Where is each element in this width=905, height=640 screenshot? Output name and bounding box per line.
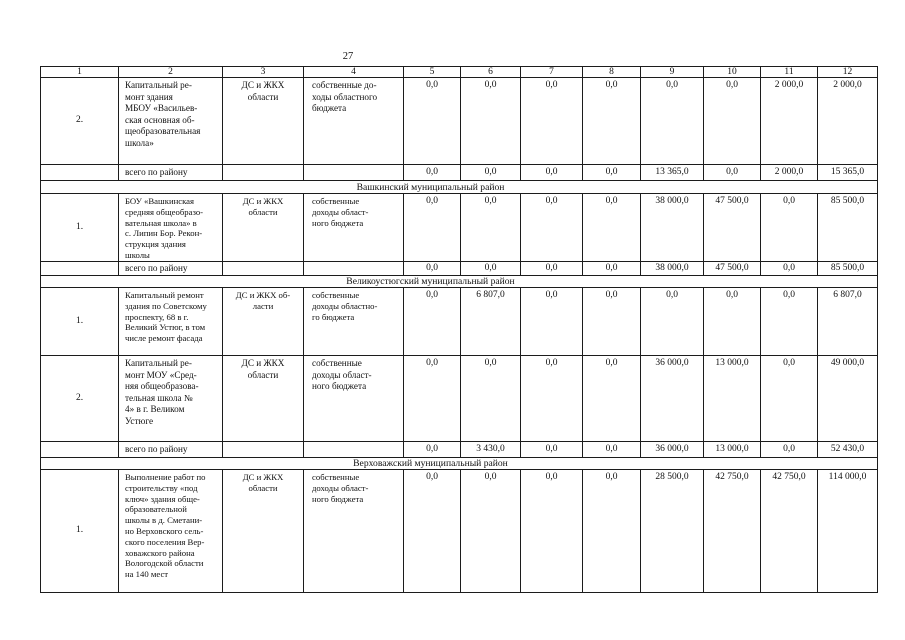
value-col-10: 13 000,0	[704, 356, 761, 442]
total-col-6: 0,0	[461, 262, 521, 276]
district-total-row	[41, 442, 878, 458]
column-number-5: 5	[404, 67, 461, 78]
object-name: Выполнение работ по строительству «под ключ» здания обще- образовательной школы в д. Сметани- но Верховского сель- ского поселения Вер- ховажского района Вологодской области на 140 мест	[119, 470, 223, 593]
value-col-6: 0,0	[461, 78, 521, 165]
executor: ДС и ЖКХ области	[223, 194, 304, 262]
total-col-9: 13 365,0	[641, 165, 704, 181]
object-row	[41, 78, 878, 165]
district-title: Вашкинский муниципальный район	[41, 181, 878, 194]
total-col-7: 0,0	[521, 442, 583, 458]
value-col-11: 0,0	[761, 356, 818, 442]
funding-source: собственные доходы област- ного бюджета	[304, 470, 404, 593]
column-number-12: 12	[818, 67, 878, 78]
value-col-6: 0,0	[461, 356, 521, 442]
value-col-8: 0,0	[583, 194, 641, 262]
row-number: 2.	[41, 356, 119, 442]
value-col-5: 0,0	[404, 470, 461, 593]
object-name: Капитальный ре- монт здания МБОУ «Васильев- ская основная об- щеобразовательная школа»	[119, 78, 223, 165]
total-col-5: 0,0	[404, 165, 461, 181]
value-col-12: 85 500,0	[818, 194, 878, 262]
district-header-row	[41, 458, 878, 470]
empty-cell	[223, 165, 304, 181]
value-col-6: 0,0	[461, 194, 521, 262]
district-title: Великоустюгский муниципальный район	[41, 276, 878, 288]
executor: ДС и ЖКХ области	[223, 78, 304, 165]
object-name: Капитальный ре- монт МОУ «Сред- няя общеобразова- тельная школа № 4» в г. Великом Устюге	[119, 356, 223, 442]
table-body	[41, 67, 878, 593]
value-col-11: 2 000,0	[761, 78, 818, 165]
value-col-12: 49 000,0	[818, 356, 878, 442]
total-col-10: 0,0	[704, 165, 761, 181]
value-col-9: 0,0	[641, 288, 704, 356]
empty-cell	[304, 165, 404, 181]
value-col-7: 0,0	[521, 470, 583, 593]
column-number-9: 9	[641, 67, 704, 78]
empty-cell	[41, 165, 119, 181]
total-col-10: 13 000,0	[704, 442, 761, 458]
value-col-8: 0,0	[583, 78, 641, 165]
object-row	[41, 288, 878, 356]
funding-source: собственные доходы областно- го бюджета	[304, 288, 404, 356]
value-col-5: 0,0	[404, 78, 461, 165]
empty-cell	[41, 442, 119, 458]
empty-cell	[223, 442, 304, 458]
executor: ДС и ЖКХ области	[223, 356, 304, 442]
value-col-7: 0,0	[521, 78, 583, 165]
total-col-10: 47 500,0	[704, 262, 761, 276]
total-label: всего по району	[119, 262, 223, 276]
row-number: 2.	[41, 78, 119, 165]
value-col-9: 38 000,0	[641, 194, 704, 262]
total-col-5: 0,0	[404, 442, 461, 458]
value-col-9: 36 000,0	[641, 356, 704, 442]
district-total-row	[41, 262, 878, 276]
value-col-6: 0,0	[461, 470, 521, 593]
column-number-6: 6	[461, 67, 521, 78]
total-col-9: 36 000,0	[641, 442, 704, 458]
value-col-11: 0,0	[761, 288, 818, 356]
value-col-5: 0,0	[404, 194, 461, 262]
district-header-row	[41, 276, 878, 288]
value-col-6: 6 807,0	[461, 288, 521, 356]
total-col-9: 38 000,0	[641, 262, 704, 276]
value-col-8: 0,0	[583, 288, 641, 356]
total-col-8: 0,0	[583, 442, 641, 458]
value-col-11: 0,0	[761, 194, 818, 262]
executor: ДС и ЖКХ об- ласти	[223, 288, 304, 356]
total-col-7: 0,0	[521, 165, 583, 181]
column-number-7: 7	[521, 67, 583, 78]
funding-source: собственные доходы област- ного бюджета	[304, 356, 404, 442]
value-col-12: 114 000,0	[818, 470, 878, 593]
budget-table	[40, 66, 878, 593]
value-col-10: 0,0	[704, 288, 761, 356]
empty-cell	[223, 262, 304, 276]
total-col-12: 52 430,0	[818, 442, 878, 458]
district-header-row	[41, 181, 878, 194]
total-col-8: 0,0	[583, 262, 641, 276]
total-col-7: 0,0	[521, 262, 583, 276]
column-number-row	[41, 67, 878, 78]
total-col-5: 0,0	[404, 262, 461, 276]
district-title: Верховажский муниципальный район	[41, 458, 878, 470]
row-number: 1.	[41, 194, 119, 262]
value-col-12: 6 807,0	[818, 288, 878, 356]
total-col-11: 2 000,0	[761, 165, 818, 181]
column-number-4: 4	[304, 67, 404, 78]
total-col-11: 0,0	[761, 262, 818, 276]
total-col-6: 3 430,0	[461, 442, 521, 458]
total-col-6: 0,0	[461, 165, 521, 181]
total-col-12: 85 500,0	[818, 262, 878, 276]
column-number-8: 8	[583, 67, 641, 78]
total-label: всего по району	[119, 165, 223, 181]
total-col-12: 15 365,0	[818, 165, 878, 181]
value-col-10: 47 500,0	[704, 194, 761, 262]
object-row	[41, 356, 878, 442]
total-col-11: 0,0	[761, 442, 818, 458]
value-col-10: 42 750,0	[704, 470, 761, 593]
value-col-8: 0,0	[583, 470, 641, 593]
total-label: всего по району	[119, 442, 223, 458]
row-number: 1.	[41, 470, 119, 593]
value-col-9: 0,0	[641, 78, 704, 165]
district-total-row	[41, 165, 878, 181]
column-number-1: 1	[41, 67, 119, 78]
column-number-3: 3	[223, 67, 304, 78]
page-number: 27	[342, 51, 354, 62]
total-col-8: 0,0	[583, 165, 641, 181]
value-col-7: 0,0	[521, 356, 583, 442]
object-row	[41, 194, 878, 262]
object-row	[41, 470, 878, 593]
funding-source: собственные до- ходы областного бюджета	[304, 78, 404, 165]
empty-cell	[41, 262, 119, 276]
value-col-7: 0,0	[521, 288, 583, 356]
object-name: Капитальный ремонт здания по Советскому проспекту, 68 в г. Великий Устюг, в том числе ремонт фасада	[119, 288, 223, 356]
funding-source: собственные доходы област- ного бюджета	[304, 194, 404, 262]
value-col-7: 0,0	[521, 194, 583, 262]
column-number-2: 2	[119, 67, 223, 78]
value-col-5: 0,0	[404, 288, 461, 356]
empty-cell	[304, 442, 404, 458]
column-number-10: 10	[704, 67, 761, 78]
value-col-5: 0,0	[404, 356, 461, 442]
value-col-9: 28 500,0	[641, 470, 704, 593]
column-number-11: 11	[761, 67, 818, 78]
row-number: 1.	[41, 288, 119, 356]
empty-cell	[304, 262, 404, 276]
value-col-8: 0,0	[583, 356, 641, 442]
value-col-10: 0,0	[704, 78, 761, 165]
value-col-11: 42 750,0	[761, 470, 818, 593]
value-col-12: 2 000,0	[818, 78, 878, 165]
executor: ДС и ЖКХ области	[223, 470, 304, 593]
object-name: БОУ «Вашкинская средняя общеобразо- вательная школа» в с. Липин Бор. Рекон- струкция здания школы	[119, 194, 223, 262]
